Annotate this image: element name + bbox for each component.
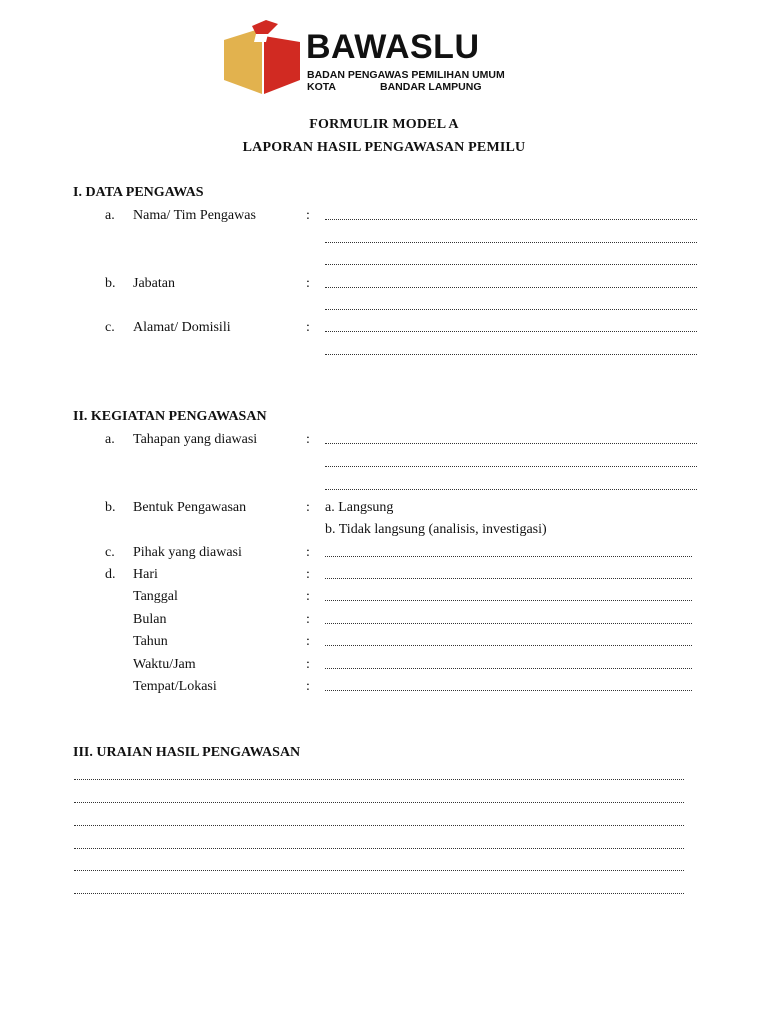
fill-line[interactable] xyxy=(325,645,692,646)
logo-region-label: KOTA xyxy=(307,81,336,93)
fill-line[interactable] xyxy=(325,690,692,691)
field-label: Tahapan yang diawasi xyxy=(133,432,258,447)
logo-region xyxy=(307,81,482,93)
fill-line[interactable] xyxy=(325,354,697,355)
colon: : xyxy=(306,589,310,604)
item-letter: c. xyxy=(105,545,115,560)
fill-line[interactable] xyxy=(325,489,697,490)
field-label: Tanggal xyxy=(133,589,178,604)
form-title: FORMULIR MODEL A xyxy=(309,117,459,132)
field-tanggal xyxy=(0,588,768,606)
field-label: Hari xyxy=(133,567,158,582)
field-jabatan xyxy=(0,275,768,293)
fill-line[interactable] xyxy=(74,825,684,826)
fill-line[interactable] xyxy=(325,219,697,220)
item-letter: d. xyxy=(105,567,116,582)
field-hari xyxy=(0,566,768,584)
fill-line[interactable] xyxy=(74,779,684,780)
bawaslu-emblem-icon xyxy=(222,20,302,94)
section-heading-uraian-hasil: III. URAIAN HASIL PENGAWASAN xyxy=(73,745,301,760)
fill-line[interactable] xyxy=(325,331,697,332)
section-heading-data-pengawas: I. DATA PENGAWAS xyxy=(73,185,204,200)
fill-line[interactable] xyxy=(74,870,684,871)
logo-name: BAWASLU xyxy=(306,28,480,66)
fill-line[interactable] xyxy=(325,309,697,310)
colon: : xyxy=(306,432,310,447)
field-alamat-domisili xyxy=(0,319,768,337)
logo-city: BANDAR LAMPUNG xyxy=(380,81,482,93)
field-label: Tempat/Lokasi xyxy=(133,679,217,694)
field-label: Bulan xyxy=(133,612,167,627)
option-tidak-langsung[interactable]: b. Tidak langsung (analisis, investigasi) xyxy=(325,522,547,537)
field-bentuk-option-b xyxy=(0,521,768,539)
fill-line[interactable] xyxy=(325,668,692,669)
bawaslu-logo xyxy=(222,20,505,94)
colon: : xyxy=(306,634,310,649)
section-heading-kegiatan-pengawasan: II. KEGIATAN PENGAWASAN xyxy=(73,409,267,424)
item-letter: b. xyxy=(105,500,116,515)
fill-line[interactable] xyxy=(325,443,697,444)
item-letter: a. xyxy=(105,208,115,223)
fill-line[interactable] xyxy=(325,623,692,624)
item-letter: b. xyxy=(105,276,116,291)
fill-line[interactable] xyxy=(325,287,697,288)
field-label: Nama/ Tim Pengawas xyxy=(133,208,256,223)
field-tahapan xyxy=(0,431,768,449)
colon: : xyxy=(306,208,310,223)
colon: : xyxy=(306,320,310,335)
field-bentuk-pengawasan xyxy=(0,499,768,517)
colon: : xyxy=(306,276,310,291)
field-label: Pihak yang diawasi xyxy=(133,545,242,560)
colon: : xyxy=(306,657,310,672)
field-tahun xyxy=(0,633,768,651)
logo-subtitle: BADAN PENGAWAS PEMILIHAN UMUM xyxy=(307,69,505,81)
colon: : xyxy=(306,545,310,560)
field-nama-tim-pengawas xyxy=(0,207,768,225)
fill-line[interactable] xyxy=(325,466,697,467)
fill-line[interactable] xyxy=(74,893,684,894)
item-letter: c. xyxy=(105,320,115,335)
fill-line[interactable] xyxy=(74,848,684,849)
colon: : xyxy=(306,567,310,582)
fill-line[interactable] xyxy=(325,600,692,601)
field-bulan xyxy=(0,611,768,629)
field-label: Alamat/ Domisili xyxy=(133,320,231,335)
colon: : xyxy=(306,500,310,515)
field-label: Jabatan xyxy=(133,276,175,291)
fill-line[interactable] xyxy=(74,802,684,803)
colon: : xyxy=(306,679,310,694)
fill-line[interactable] xyxy=(325,578,692,579)
fill-line[interactable] xyxy=(325,264,697,265)
field-label: Bentuk Pengawasan xyxy=(133,500,247,515)
colon: : xyxy=(306,612,310,627)
fill-line[interactable] xyxy=(325,242,697,243)
field-tempat-lokasi xyxy=(0,678,768,696)
field-waktu-jam xyxy=(0,656,768,674)
fill-line[interactable] xyxy=(325,556,692,557)
field-pihak xyxy=(0,544,768,562)
option-langsung[interactable]: a. Langsung xyxy=(325,500,394,515)
field-label: Waktu/Jam xyxy=(133,657,196,672)
field-label: Tahun xyxy=(133,634,168,649)
form-subtitle: LAPORAN HASIL PENGAWASAN PEMILU xyxy=(242,140,526,155)
item-letter: a. xyxy=(105,432,115,447)
